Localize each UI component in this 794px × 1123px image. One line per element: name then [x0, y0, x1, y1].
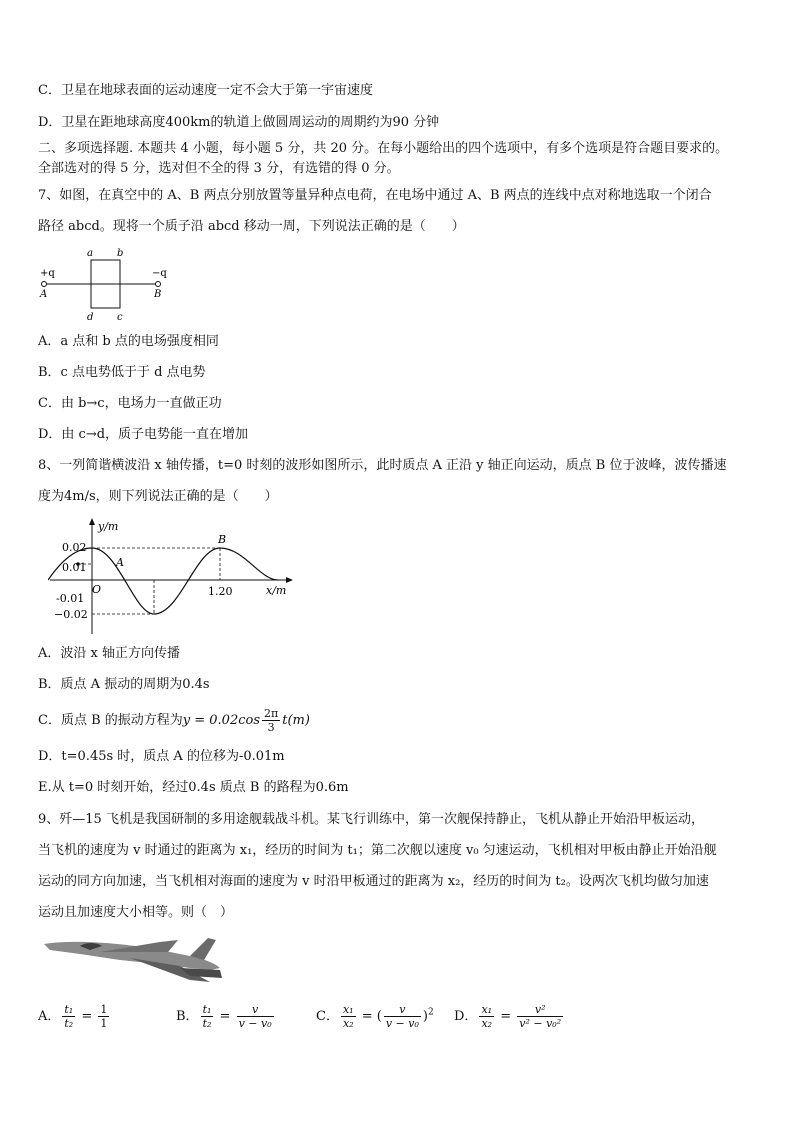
- section2-heading: 二、多项选择题. 本题共 4 小题，每小题 5 分，共 20 分。在每小题给出的四个选项中，有多个选项是符合题目要求的。: [38, 141, 729, 156]
- q7-stem-1: 7、如图，在真空中的 A、B 两点分别放置等量异种点电荷，在电场中通过 A、B 两点的连线中点对称地选取一个闭合: [38, 188, 712, 203]
- q7-option-a: A．a 点和 b 点的电场强度相同: [38, 334, 219, 349]
- origin-label: O: [92, 583, 102, 596]
- option-c-prev: C．卫星在地球表面的运动速度一定不会大于第一宇宙速度: [38, 83, 373, 98]
- fighter-jet-image: [40, 930, 224, 988]
- label-A: A: [40, 289, 48, 300]
- tick-neg-0.01: -0.01: [56, 592, 85, 605]
- tick-0.01: 0.01: [62, 561, 87, 574]
- label-A: A: [116, 556, 124, 569]
- q7-option-c: C．由 b→c，电场力一直做正功: [38, 396, 222, 411]
- q9-stem-1: 9、歼—15 飞机是我国研制的多用途舰载战斗机。某飞行训练中，第一次舰保持静止，飞机从静止开始沿甲板运动，: [38, 812, 704, 827]
- q9-stem-2: 当飞机的速度为 v 时通过的距离为 x₁，经历的时间为 t₁；第二次舰以速度 v₀ 匀速运动，飞机相对甲板由静止开始沿舰: [38, 843, 717, 858]
- q8-stem-2: 度为4m/s，则下列说法正确的是（ ）: [38, 489, 278, 504]
- q8-option-a: A．波沿 x 轴正方向传播: [38, 646, 180, 661]
- option-d-prev: D．卫星在距地球高度400km的轨道上做圆周运动的周期约为90 分钟: [38, 115, 440, 130]
- section2-scoring: 全部选对的得 5 分，选对但不全的得 3 分，有选错的得 0 分。: [38, 161, 400, 176]
- q7-option-d: D．由 c→d，质子电势能一直在增加: [38, 427, 249, 442]
- tick-0.02: 0.02: [62, 541, 87, 554]
- label-a: a: [87, 248, 93, 259]
- tick-neg-0.02: −0.02: [54, 608, 88, 621]
- charge-a-point: [42, 282, 47, 287]
- ylabel: y/m: [98, 520, 119, 533]
- q9-stem-3: 运动的同方向加速，当飞机相对海面的速度为 v 时沿甲板通过的距离为 x₂，经历的时间为 t₂。设两次飞机均做匀加速: [38, 874, 709, 889]
- q9-stem-4: 运动且加速度大小相等。则（ ）: [38, 905, 234, 920]
- label-minus-q: −q: [152, 268, 167, 279]
- q8-option-d: D．t=0.45s 时，质点 A 的位移为-0.01m: [38, 749, 285, 764]
- q7-figure: [36, 246, 176, 322]
- q7-option-b: B．c 点电势低于于 d 点电势: [38, 365, 206, 380]
- q9-option-d: D． $\frac{\text{x₁}}{\text{x₂}}$ = $\frac{\text{v²}}{\text{v² − v₀²}}$: [454, 1003, 562, 1030]
- xlabel: x/m: [266, 584, 287, 597]
- label-plus-q: +q: [40, 268, 55, 279]
- label-B: B: [218, 533, 227, 546]
- q8-option-b: B．质点 A 振动的周期为0.4s: [38, 677, 210, 692]
- charge-b-point: [156, 282, 161, 287]
- q8-stem-1: 8、一列简谐横波沿 x 轴传播，t=0 时刻的波形如图所示，此时质点 A 正沿 y 轴正向运动，质点 B 位于波峰，波传播速: [38, 458, 727, 473]
- label-b: b: [117, 248, 124, 259]
- tick-1.20: 1.20: [208, 585, 233, 598]
- label-c: c: [117, 312, 123, 322]
- q8-option-c: C．质点 B 的振动方程为y = 0.02cos $\frac{2\pi}{3}$ t(m): [38, 707, 310, 734]
- q9-option-a: A． $\frac{\text{t₁}}{\text{t₂}}$ = $\frac{1}{1}$: [38, 1003, 108, 1030]
- q9-option-c: C． $\frac{\text{x₁}}{\text{x₂}}$ = ( $\frac{v}{\text{v − v₀}}$ )$^2$: [316, 1003, 434, 1030]
- label-B: B: [154, 289, 162, 300]
- q7-stem-2: 路径 abcd。现将一个质子沿 abcd 移动一周，下列说法正确的是（ ）: [38, 219, 465, 234]
- label-d: d: [87, 312, 94, 322]
- q8-option-e: E.从 t=0 时刻开始，经过0.4s 质点 B 的路程为0.6m: [38, 780, 349, 795]
- q8-wave-figure: [48, 516, 308, 638]
- q9-option-b: B． $\frac{\text{t₁}}{\text{t₂}}$ = $\frac{v}{\text{v − v₀}}$: [176, 1003, 272, 1030]
